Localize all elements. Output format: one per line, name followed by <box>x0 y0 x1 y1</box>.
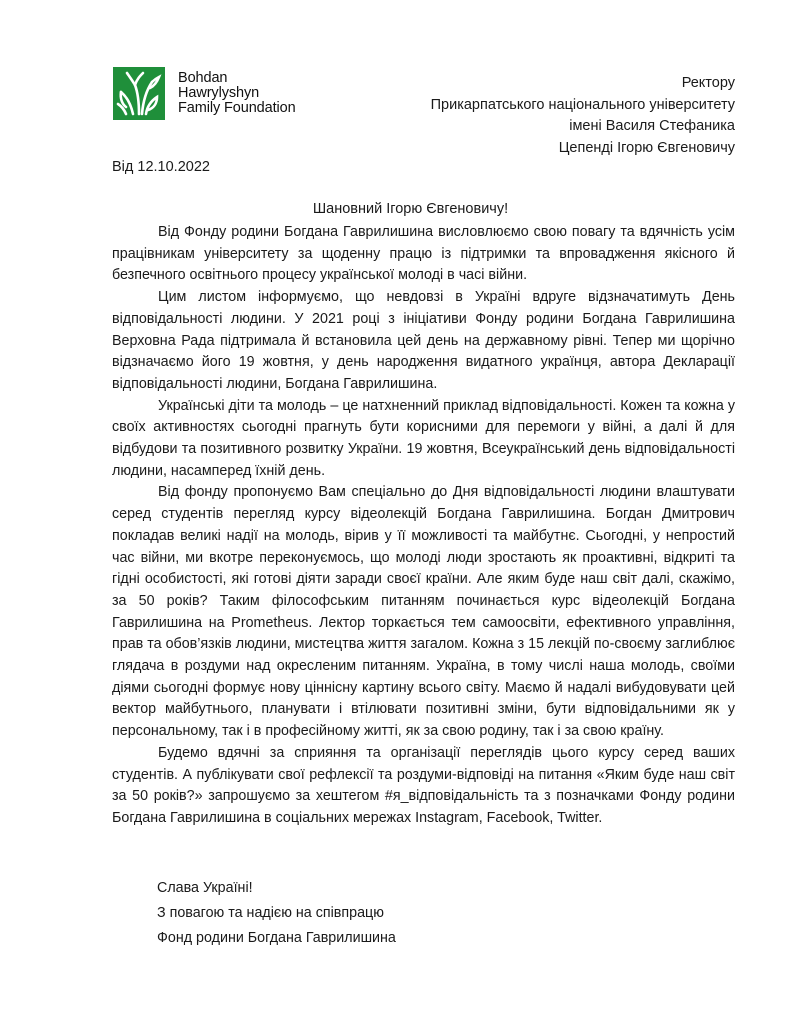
logo-line: Family Foundation <box>178 100 296 116</box>
closing-signature <box>157 876 396 951</box>
closing-line: Фонд родини Богдана Гаврилишина <box>157 930 396 946</box>
addressee-line: Ректору <box>681 75 735 91</box>
body-paragraph: Цим листом інформуємо, що невдовзі в Україні вдруге відзначатимуть День відповідальності людини. У 2021 році з ініціативи Фонду родини Богдана Гаврилишина Верховна Рада підтримала й встановила цей день на державному рівні. Тепер ми щорічно відзначаємо його 19 жовтня, у день народження видатного українця, автора Декларації відповідальності людини, Богдана Гаврилишина. <box>112 289 735 392</box>
body-paragraph: Від фонду пропонуємо Вам спеціально до Дня відповідальності людини влаштувати серед студентів перегляд курсу відеолекцій Богдана Гаврилишина. Богдан Дмитрович покладав великі надії на молодь, вірив у її можливості та майбутнє. Сьогодні, у непростий час війни, ми вкотре переконуємось, що молоді люди зростають як проактивні, відкриті та гідні особистості, які готові діяти заради своєї країни. Але яким буде наш світ далі, скажімо, за 50 років? Таким філософським питанням починається курс відеолекцій Богдана Гаврилишина на Prometheus. Лектор торкається тем самоосвіти, ефективного управління, прав та обов’язків людини, мистецтва життя загалом. Кожна з 15 лекцій по-своєму заглиблює глядача в роздуми над окресленим питанням. Україна, в тому числі наша молодь, своїми діями сьогодні формує нову ціннісну картину всього світу. Маємо й надалі вибудовувати цей вектор майбутнього, планувати і втілювати позитивні зміни, бути відповідальними як у персональному, так і в професійному житті, як за свою родину, так і за свою країну. <box>112 484 735 740</box>
foundation-logo <box>113 67 296 120</box>
body-paragraph: Українські діти та молодь – це натхненний приклад відповідальності. Кожен та кожна у своїх активностях сьогодні прагнуть бути корисними для перемоги у війні, а далі й для відбудови та позитивного розвитку України. 19 жовтня, Всеукраїнський день відповідальності людини, насамперед їхній день. <box>112 397 735 479</box>
logo-line: Hawrylyshyn <box>178 85 260 101</box>
logo-line: Bohdan <box>178 70 228 86</box>
foundation-name <box>178 71 296 116</box>
addressee-block <box>431 73 735 159</box>
addressee-line: Прикарпатського національного університету <box>430 96 735 113</box>
body-paragraph: Від Фонду родини Богдана Гаврилишина висловлюємо свою повагу та вдячність усім працівникам університету за щоденну працю із підтримки та впровадження якісного й безпечного освітнього процесу української молоді в часі війни. <box>112 224 735 284</box>
greeting: Шановний Ігорю Євгеновичу! <box>312 201 509 217</box>
letter-body <box>112 222 735 830</box>
body-paragraph: Будемо вдячні за сприяння та організації переглядів цього курсу серед ваших студентів. А публікувати свої рефлексії та роздуми-відповіді на питання «Яким буде наш світ за 50 років?» запрошуємо за хештегом #я_відповідальність та з позначками Фонду родини Богдана Гаврилишина в соціальних мережах Instagram, Facebook, Twitter. <box>112 744 735 826</box>
closing-line: Слава Україні! <box>157 880 253 896</box>
addressee-line: Цепенді Ігорю Євгеновичу <box>558 139 735 156</box>
closing-line: З повагою та надією на співпрацю <box>157 905 384 921</box>
tree-leaves-icon <box>113 67 165 120</box>
addressee-line: імені Василя Стефаника <box>569 118 735 134</box>
letter-date: Від 12.10.2022 <box>112 159 210 175</box>
